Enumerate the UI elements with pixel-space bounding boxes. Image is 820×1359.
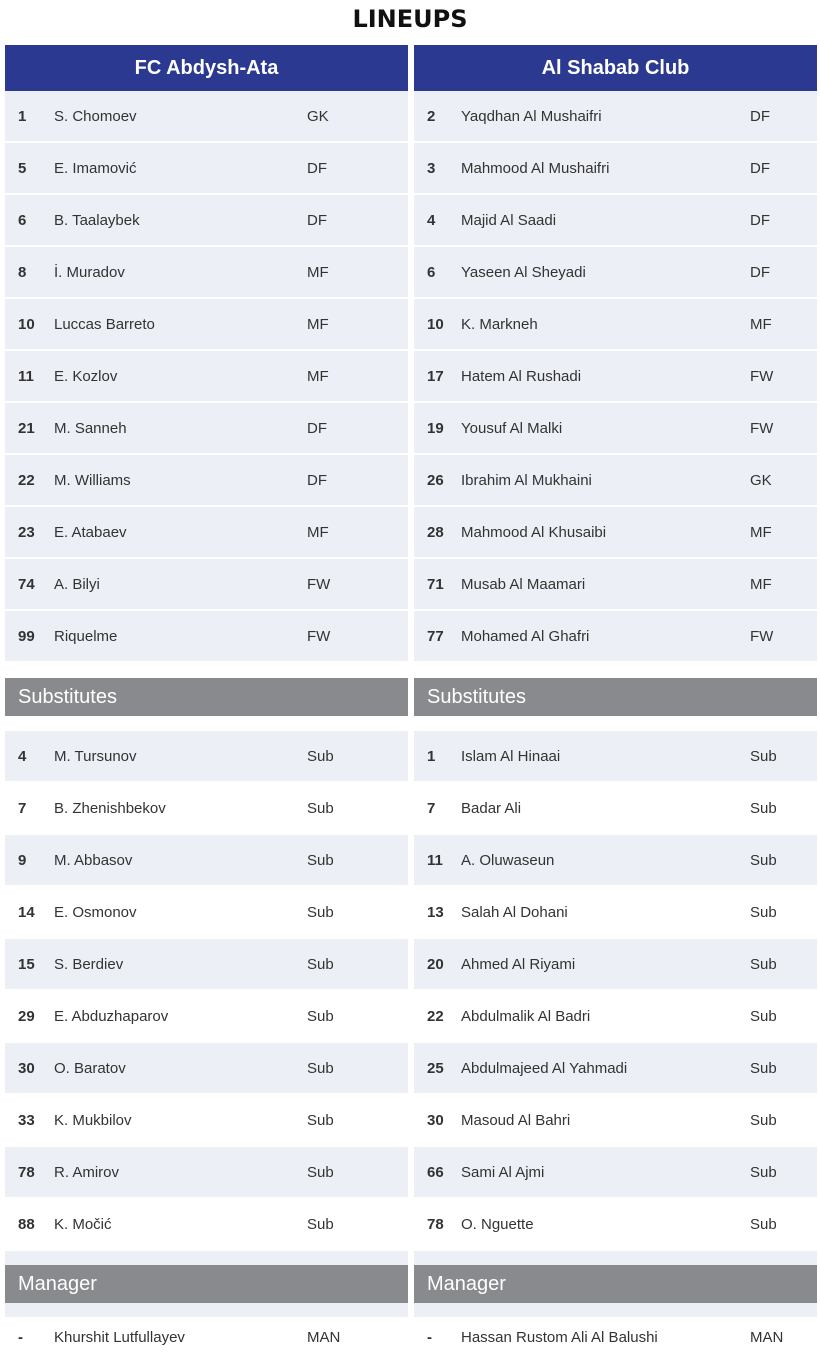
section-spacer: [414, 663, 817, 678]
player-name: K. Markneh: [461, 315, 538, 333]
player-name: R. Amirov: [54, 1163, 120, 1181]
substitute-row: [414, 991, 817, 1041]
player-position: Sub: [750, 799, 777, 817]
player-name: Mahmood Al Khusaibi: [461, 523, 607, 541]
player-name: E. Abduzhaparov: [54, 1007, 169, 1025]
player-position: Sub: [307, 851, 334, 869]
player-name: A. Bilyi: [54, 575, 100, 593]
player-name: Abdulmalik Al Badri: [461, 1007, 591, 1025]
shirt-number: 6: [427, 263, 436, 281]
player-name: K. Mukbilov: [54, 1111, 132, 1129]
substitutes-header: Substitutes: [414, 678, 817, 716]
player-name: Yousuf Al Malki: [461, 419, 563, 437]
shirt-number: 22: [427, 1007, 444, 1025]
section-spacer: [5, 1251, 408, 1265]
player-name: M. Tursunov: [54, 747, 137, 765]
shirt-number: 33: [18, 1111, 35, 1129]
player-position: Sub: [750, 1163, 777, 1181]
substitute-row: [414, 731, 817, 781]
player-position: MF: [307, 315, 329, 333]
starter-row: [414, 195, 817, 245]
shirt-number: 8: [18, 263, 27, 281]
player-position: Sub: [750, 851, 777, 869]
player-position: DF: [307, 471, 327, 489]
starter-row: [5, 507, 408, 557]
substitute-row: [414, 1043, 817, 1093]
shirt-number: 11: [18, 367, 34, 385]
player-name: Islam Al Hinaai: [461, 747, 561, 765]
team-name-header: Al Shabab Club: [414, 45, 817, 91]
player-position: Sub: [307, 1111, 334, 1129]
player-position: Sub: [750, 747, 777, 765]
player-position: MAN: [307, 1328, 341, 1346]
player-position: Sub: [750, 1111, 777, 1129]
starter-row: [414, 351, 817, 401]
player-position: MF: [307, 367, 329, 385]
starter-row: [5, 195, 408, 245]
player-name: Abdulmajeed Al Yahmadi: [461, 1059, 628, 1077]
player-name: Ibrahim Al Mukhaini: [461, 471, 592, 489]
starter-row: [5, 403, 408, 453]
shirt-number: 1: [427, 747, 436, 765]
player-name: B. Taalaybek: [54, 211, 140, 229]
player-name: O. Nguette: [461, 1215, 534, 1233]
team-name-header: FC Abdysh-Ata: [5, 45, 408, 91]
starter-row: [414, 611, 817, 661]
starter-row: [5, 455, 408, 505]
player-position: Sub: [750, 1215, 777, 1233]
shirt-number: 15: [18, 955, 35, 973]
player-position: GK: [307, 107, 329, 125]
shirt-number: 99: [18, 627, 35, 645]
substitute-row: [5, 1043, 408, 1093]
player-position: DF: [750, 263, 770, 281]
starter-row: [5, 247, 408, 297]
manager-header: Manager: [414, 1265, 817, 1303]
substitute-row: [414, 1199, 817, 1249]
substitute-row: [5, 835, 408, 885]
substitute-row: [5, 731, 408, 781]
shirt-number: 9: [18, 851, 27, 869]
shirt-number: 77: [427, 627, 444, 645]
player-name: Yaqdhan Al Mushaifri: [461, 107, 602, 125]
shirt-number: 20: [427, 955, 444, 973]
shirt-number: 28: [427, 523, 444, 541]
shirt-number: 7: [18, 799, 27, 817]
shirt-number: 71: [427, 575, 444, 593]
shirt-number: 6: [18, 211, 27, 229]
shirt-number: 5: [18, 159, 27, 177]
shirt-number: 3: [427, 159, 436, 177]
starter-row: [414, 299, 817, 349]
starter-row: [5, 611, 408, 661]
starter-row: [414, 403, 817, 453]
manager-header: Manager: [5, 1265, 408, 1303]
substitute-row: [414, 1095, 817, 1145]
shirt-number: 19: [427, 419, 444, 437]
player-name: M. Sanneh: [54, 419, 127, 437]
player-position: MF: [307, 523, 329, 541]
shirt-number: 30: [427, 1111, 444, 1129]
player-position: FW: [750, 627, 774, 645]
player-name: Mahmood Al Mushaifri: [461, 159, 610, 177]
starter-row: [5, 91, 408, 141]
substitute-row: [5, 1147, 408, 1197]
player-name: E. Atabaev: [54, 523, 127, 541]
player-name: Majid Al Saadi: [461, 211, 557, 229]
starter-row: [414, 455, 817, 505]
player-position: FW: [307, 627, 331, 645]
player-position: DF: [307, 211, 327, 229]
shirt-number: 4: [18, 747, 27, 765]
player-position: Sub: [750, 903, 777, 921]
shirt-number: 29: [18, 1007, 35, 1025]
shirt-number: 11: [427, 851, 443, 869]
player-position: Sub: [750, 1007, 777, 1025]
player-name: S. Berdiev: [54, 955, 124, 973]
shirt-number: 17: [427, 367, 444, 385]
player-position: Sub: [307, 1215, 334, 1233]
player-position: FW: [307, 575, 331, 593]
substitute-row: [414, 835, 817, 885]
starter-row: [414, 247, 817, 297]
player-name: K. Močić: [54, 1215, 112, 1233]
section-spacer: [5, 716, 408, 731]
substitute-row: [5, 1199, 408, 1249]
player-position: DF: [307, 159, 327, 177]
team-column-home: [5, 45, 408, 1359]
shirt-number: 1: [18, 107, 27, 125]
shirt-number: 66: [427, 1163, 444, 1181]
player-position: Sub: [750, 955, 777, 973]
shirt-number: 30: [18, 1059, 35, 1077]
substitute-row: [414, 1147, 817, 1197]
player-name: Mohamed Al Ghafri: [461, 627, 590, 645]
player-position: Sub: [307, 1007, 334, 1025]
player-position: DF: [750, 159, 770, 177]
player-position: Sub: [307, 955, 334, 973]
substitute-row: [5, 887, 408, 937]
player-position: DF: [750, 211, 770, 229]
player-name: E. Osmonov: [54, 903, 137, 921]
shirt-number: 26: [427, 471, 444, 489]
manager-row: [414, 1317, 817, 1357]
player-name: Sami Al Ajmi: [461, 1163, 545, 1181]
shirt-number: 14: [18, 903, 35, 921]
substitute-row: [5, 939, 408, 989]
starter-row: [5, 351, 408, 401]
player-position: MAN: [750, 1328, 784, 1346]
player-name: Riquelme: [54, 627, 118, 645]
player-position: GK: [750, 471, 772, 489]
shirt-number: 2: [427, 107, 436, 125]
player-name: Khurshit Lutfullayev: [54, 1328, 185, 1346]
player-name: Ahmed Al Riyami: [461, 955, 576, 973]
starter-row: [414, 91, 817, 141]
shirt-number: -: [427, 1328, 432, 1346]
shirt-number: -: [18, 1328, 23, 1346]
substitute-row: [5, 991, 408, 1041]
shirt-number: 74: [18, 575, 35, 593]
starter-row: [5, 299, 408, 349]
player-name: M. Williams: [54, 471, 131, 489]
manager-row: [5, 1317, 408, 1357]
player-name: Badar Ali: [461, 799, 522, 817]
substitute-row: [5, 783, 408, 833]
player-name: Hassan Rustom Ali Al Balushi: [461, 1328, 658, 1346]
player-position: Sub: [307, 1163, 334, 1181]
player-position: Sub: [750, 1059, 777, 1077]
player-name: A. Oluwaseun: [461, 851, 555, 869]
starter-row: [414, 507, 817, 557]
player-position: FW: [750, 419, 774, 437]
player-name: B. Zhenishbekov: [54, 799, 166, 817]
section-spacer: [5, 1303, 408, 1317]
shirt-number: 13: [427, 903, 444, 921]
substitute-row: [414, 783, 817, 833]
player-name: Hatem Al Rushadi: [461, 367, 582, 385]
team-column-away: [414, 45, 817, 1359]
player-position: Sub: [307, 1059, 334, 1077]
shirt-number: 4: [427, 211, 436, 229]
player-name: Masoud Al Bahri: [461, 1111, 571, 1129]
player-name: Musab Al Maamari: [461, 575, 586, 593]
player-name: O. Baratov: [54, 1059, 126, 1077]
player-position: MF: [750, 523, 772, 541]
starter-row: [5, 143, 408, 193]
section-spacer: [414, 1251, 817, 1265]
player-position: MF: [307, 263, 329, 281]
starter-row: [5, 559, 408, 609]
player-name: Yaseen Al Sheyadi: [461, 263, 586, 281]
player-position: FW: [750, 367, 774, 385]
shirt-number: 78: [18, 1163, 35, 1181]
shirt-number: 7: [427, 799, 436, 817]
shirt-number: 10: [427, 315, 444, 333]
shirt-number: 22: [18, 471, 35, 489]
substitute-row: [414, 939, 817, 989]
player-name: Luccas Barreto: [54, 315, 155, 333]
substitute-row: [5, 1095, 408, 1145]
player-position: Sub: [307, 747, 334, 765]
shirt-number: 88: [18, 1215, 35, 1233]
player-name: Salah Al Dohani: [461, 903, 568, 921]
player-name: E. Imamović: [54, 159, 137, 177]
substitute-row: [414, 887, 817, 937]
substitutes-header: Substitutes: [5, 678, 408, 716]
shirt-number: 21: [18, 419, 35, 437]
player-name: M. Abbasov: [54, 851, 133, 869]
player-position: Sub: [307, 903, 334, 921]
player-position: Sub: [307, 799, 334, 817]
page-title: LINEUPS: [352, 5, 468, 33]
starter-row: [414, 559, 817, 609]
starter-row: [414, 143, 817, 193]
player-name: E. Kozlov: [54, 367, 118, 385]
player-position: DF: [750, 107, 770, 125]
player-name: S. Chomoev: [54, 107, 137, 125]
player-position: DF: [307, 419, 327, 437]
player-position: MF: [750, 575, 772, 593]
player-name: İ. Muradov: [54, 263, 125, 281]
section-spacer: [414, 716, 817, 731]
player-position: MF: [750, 315, 772, 333]
shirt-number: 10: [18, 315, 35, 333]
shirt-number: 25: [427, 1059, 444, 1077]
shirt-number: 23: [18, 523, 35, 541]
section-spacer: [5, 663, 408, 678]
section-spacer: [414, 1303, 817, 1317]
shirt-number: 78: [427, 1215, 444, 1233]
